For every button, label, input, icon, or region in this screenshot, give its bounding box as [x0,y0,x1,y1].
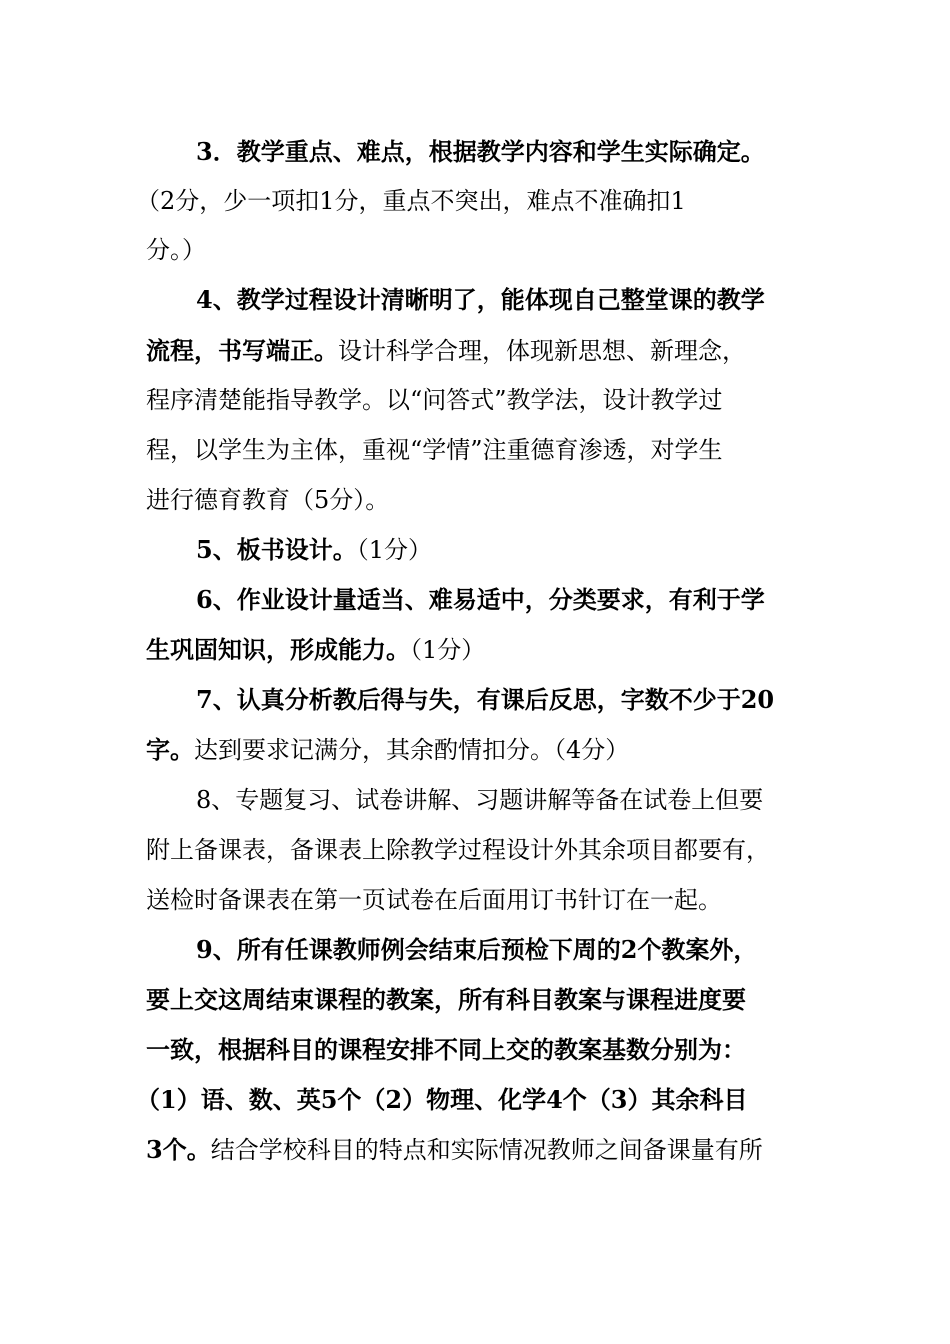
body-text: （2分，少一项扣1分，重点不突出，难点不准确扣1 [136,187,686,215]
text-line [146,1034,950,1066]
text-line [196,284,950,316]
bold-text: 9、所有任课教师例会结束后预检下周的2个教案外， [196,935,758,964]
bold-text: 一致，根据科目的课程安排不同上交的教案基数分别为： [146,1035,746,1064]
text-line [196,934,950,966]
text-line [196,584,950,616]
bold-text: 3个。 [146,1135,211,1164]
body-text: （1分） [410,636,486,664]
text-line [146,634,950,666]
body-text: 8、专题复习、试卷讲解、习题讲解等备在试卷上但要 [196,786,764,814]
text-line [196,684,950,716]
bold-text: 6、作业设计量适当、难易适中，分类要求，有利于学 [196,585,765,614]
text-line [146,884,950,916]
bold-text: 3．教学重点、难点，根据教学内容和学生实际确定。 [196,137,765,166]
text-line [136,1084,950,1116]
body-text: 达到要求记满分，其余酌情扣分。（4分） [194,736,630,764]
bold-text: 字。 [146,735,194,764]
text-line [146,1134,950,1166]
bold-text: 生巩固知识，形成能力。 [146,635,410,664]
text-line [146,834,950,866]
text-line [146,984,950,1016]
bold-text: 7、认真分析教后得与失，有课后反思，字数不少于20 [196,685,775,714]
text-line [146,734,950,766]
text-line [196,534,950,566]
bold-text: 流程，书写端正。 [146,336,338,365]
text-line [146,384,950,416]
text-line [146,234,950,266]
text-line [136,185,950,217]
text-line [146,434,950,466]
body-text: 设计科学合理，体现新思想、新理念， [338,337,746,365]
body-text: 程，以学生为主体，重视“学情”注重德育渗透，对学生 [146,436,723,464]
bold-text: （1）语、数、英5个（2）物理、化学4个（3）其余科目 [136,1085,748,1114]
body-text: 分。） [146,236,206,264]
text-line [196,136,950,168]
bold-text: 要上交这周结束课程的教案，所有科目教案与课程进度要 [146,985,746,1014]
text-line [146,484,950,516]
bold-text: 4、教学过程设计清晰明了，能体现自己整堂课的教学 [196,285,765,314]
text-line [196,784,950,816]
body-text: 附上备课表，备课表上除教学过程设计外其余项目都要有， [146,836,770,864]
body-text: 进行德育教育（5分）。 [146,486,390,514]
body-text: 程序清楚能指导教学。以“问答式”教学法，设计教学过 [146,386,723,414]
body-text: 送检时备课表在第一页试卷在后面用订书针订在一起。 [146,886,722,914]
body-text: （1分） [356,536,432,564]
bold-text: 5、板书设计。 [196,535,357,564]
text-line [146,335,950,367]
body-text: 结合学校科目的特点和实际情况教师之间备课量有所 [210,1136,763,1164]
